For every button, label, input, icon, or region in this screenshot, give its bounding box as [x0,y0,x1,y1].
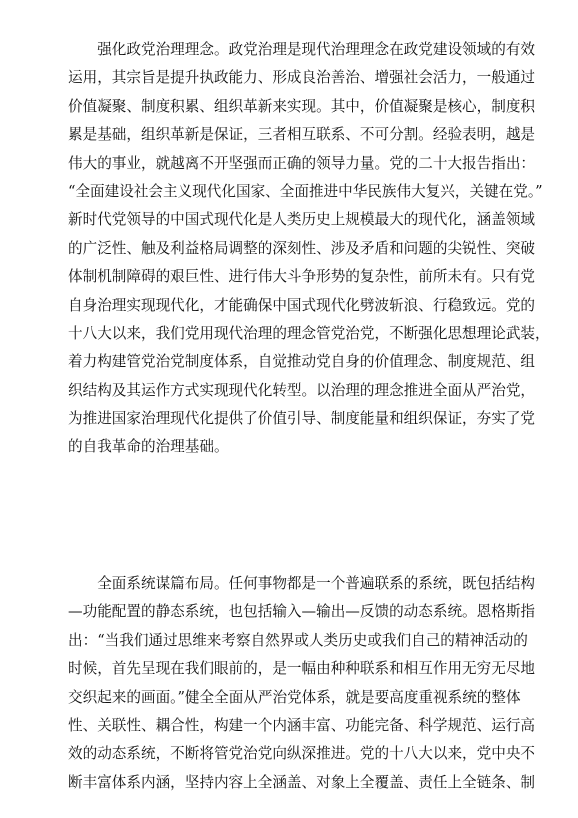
text-line: 为推进国家治理现代化提供了价值引导、制度能量和组织保证，夯实了党 [68,410,536,428]
paragraph-system-layout [68,570,536,797]
text-line: 运用，其宗旨是提升执政能力、形成良治善治、增强社会活力，一般通过 [68,69,536,87]
paragraph-political-governance [68,36,550,462]
text-line: 体制机制障碍的艰巨性、进行伟大斗争形势的复杂性，前所未有。只有党 [68,268,536,286]
text-line: 强化政党治理理念。政党治理是现代治理理念在政党建设领域的有效 [68,41,536,58]
text-line: 十八大以来，我们党用现代治理的理念管党治党，不断强化思想理论武装， [68,324,550,342]
text-line: 累是基础，组织革新是保证，三者相互联系、不可分割。经验表明，越是 [68,126,536,144]
text-line: 性、关联性、耦合性，构建一个内涵丰富、功能完备、科学规范、运行高 [68,716,536,734]
text-line: 织结构及其运作方式实现现代化转型。以治理的理念推进全面从严治党， [68,381,536,399]
text-line: —功能配置的静态系统，也包括输入—输出—反馈的动态系统。恩格斯指 [68,603,536,621]
text-line: 价值凝聚、制度积累、组织革新来实现。其中，价值凝聚是核心，制度积 [68,97,536,115]
text-line: 出：“当我们通过思维来考察自然界或人类历史或我们自己的精神活动的 [68,631,528,649]
text-line: 全面系统谋篇布局。任何事物都是一个普遍联系的系统，既包括结构 [68,575,536,592]
text-line: 着力构建管党治党制度体系，自觉推动党自身的价值理念、制度规范、组 [68,353,536,371]
text-line: 交织起来的画面。”健全全面从严治党体系，就是要高度重视系统的整体 [68,688,521,706]
text-line: 的广泛性、触及利益格局调整的深刻性、涉及矛盾和问题的尖锐性、突破 [68,239,536,257]
text-line: 断丰富体系内涵，坚持内容上全涵盖、对象上全覆盖、责任上全链条、制 [68,773,536,791]
text-line: 的自我革命的治理基础。 [68,438,229,456]
text-line: 效的动态系统，不断将管党治党向纵深推进。党的十八大以来，党中央不 [68,745,536,763]
text-line: 新时代党领导的中国式现代化是人类历史上规模最大的现代化，涵盖领域 [68,211,536,229]
text-line: 自身治理实现现代化，才能确保中国式现代化劈波斩浪、行稳致远。党的 [68,296,536,314]
text-line: 伟大的事业，就越离不开坚强而正确的领导力量。党的二十大报告指出： [68,154,536,172]
text-line: “全面建设社会主义现代化国家、全面推进中华民族伟大复兴，关键在党。” [68,182,543,200]
text-line: 时候，首先呈现在我们眼前的，是一幅由种种联系和相互作用无穷无尽地 [68,660,536,678]
